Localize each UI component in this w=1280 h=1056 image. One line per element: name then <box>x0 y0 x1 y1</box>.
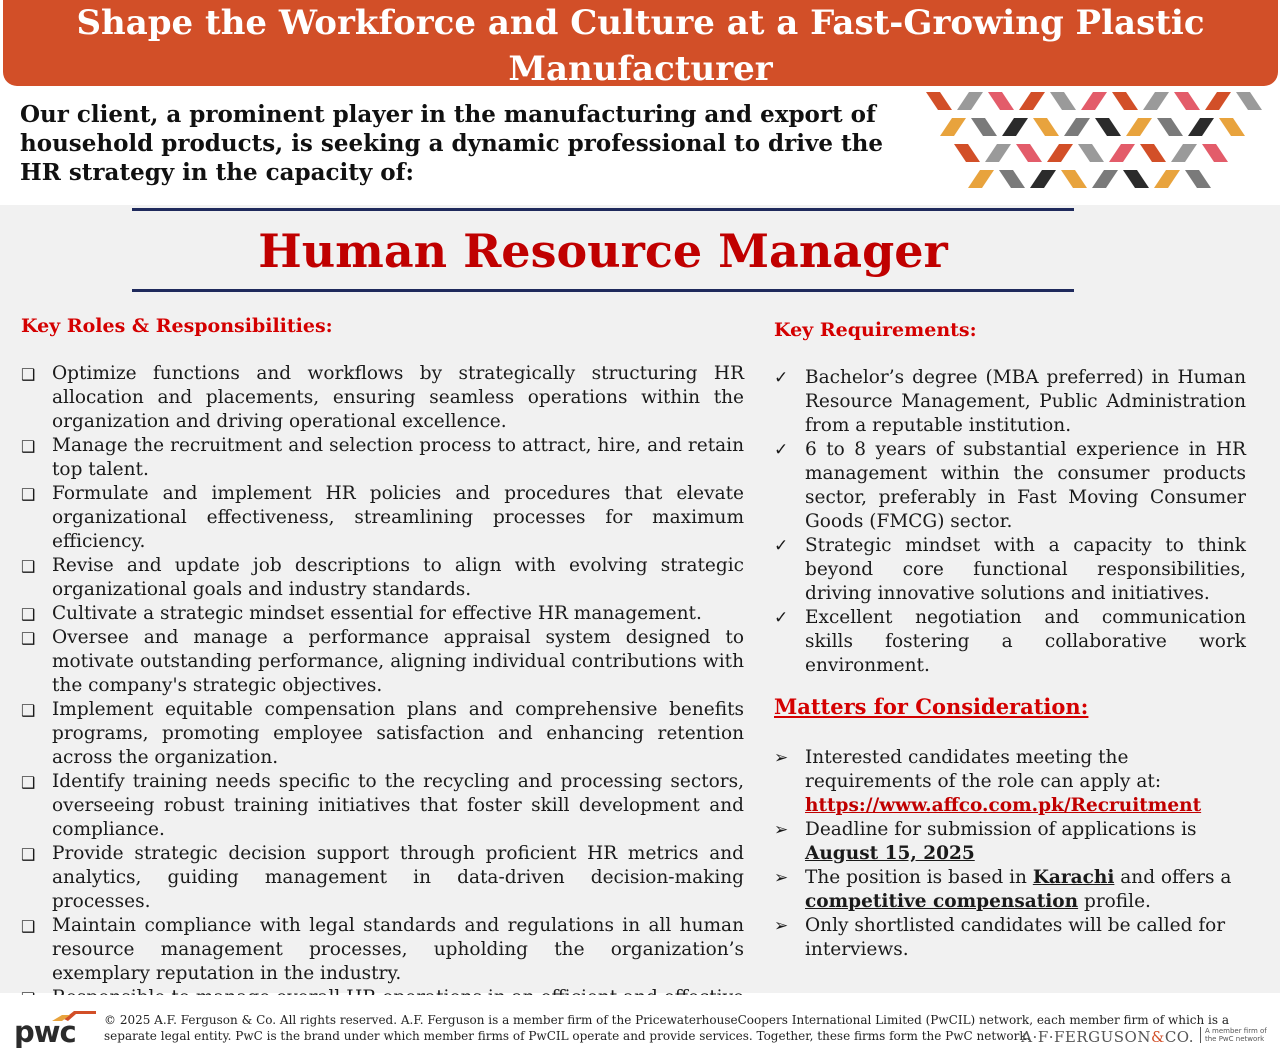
list-item: ➢ Deadline for submission of applications is August 15, 2025 <box>774 819 1197 864</box>
list-item: ❑ Formulate and implement HR policies and procedures that elevate organizational effectiveness, streamlining processes for maximum efficiency. <box>21 483 744 552</box>
deadline-date: August 15, 2025 <box>805 843 975 864</box>
pattern-shape <box>954 144 980 162</box>
checkbox-square-icon: ❑ <box>21 773 36 792</box>
list-item: ❑ Revise and update job descriptions to align with evolving strategic organizational goals and industry standards. <box>21 555 744 600</box>
pattern-shape <box>1140 144 1166 162</box>
responsibilities-list <box>21 362 744 1034</box>
checkbox-square-icon: ❑ <box>21 557 36 576</box>
compensation-text: competitive compensation <box>805 891 1079 912</box>
list-item: ✓ 6 to 8 years of substantial experience in HR management within the consumer products sector, preferably in Fast Moving Consumer Goods (FMCG) sector. <box>774 439 1246 532</box>
pattern-shape <box>1171 144 1197 162</box>
checkbox-square-icon: ❑ <box>21 845 36 864</box>
pattern-shape <box>1081 92 1107 110</box>
list-item: ➢ The position is based in Karachi and offers a competitive compensation profile. <box>774 867 1232 912</box>
title-rule-top <box>132 208 1074 211</box>
pattern-shape <box>1188 118 1214 136</box>
checkmark-icon: ✓ <box>774 368 789 388</box>
pattern-shape <box>1064 118 1090 136</box>
pattern-shape <box>1095 118 1121 136</box>
list-item: ❑ Optimize functions and workflows by strategically structuring HR allocation and placements, ensuring seamless operations within the organization and driving operational excellence. <box>21 363 744 432</box>
pattern-shape <box>926 92 952 110</box>
aff-network-note: A member firm of the PwC network <box>1200 1027 1268 1043</box>
checkbox-square-icon: ❑ <box>21 437 36 456</box>
footer <box>0 995 1280 1056</box>
checkbox-square-icon: ❑ <box>21 485 36 504</box>
pattern-shape <box>1019 92 1045 110</box>
list-item: ❑ Identify training needs specific to the recycling and processing sectors, overseeing robust training initiatives that foster skill development and compliance. <box>21 771 744 840</box>
pattern-shape <box>1143 92 1169 110</box>
list-item: ❑ Cultivate a strategic mindset essential for effective HR management. <box>21 602 744 626</box>
list-item: ❑ Implement equitable compensation plans and comprehensive benefits programs, promoting employee satisfaction and enhancing retention across the organization. <box>21 699 744 768</box>
checkmark-icon: ✓ <box>774 608 789 628</box>
requirements-list <box>774 366 1246 678</box>
pattern-shape <box>1033 118 1059 136</box>
pattern-shape <box>1030 170 1056 188</box>
pattern-shape <box>968 170 994 188</box>
pattern-shape <box>1092 170 1118 188</box>
decorative-pattern-icon <box>920 88 1276 196</box>
checkmark-icon: ✓ <box>774 536 789 556</box>
pattern-shape <box>1112 92 1138 110</box>
pattern-shape <box>1002 118 1028 136</box>
responsibilities-heading: Key Roles & Responsibilities: <box>21 315 333 337</box>
header-banner <box>3 0 1278 89</box>
list-item: ❑ Manage the recruitment and selection process to attract, hire, and retain top talent. <box>21 435 744 480</box>
pattern-shape <box>988 92 1014 110</box>
copyright-text: © 2025 A.F. Ferguson & Co. All rights reserved. A.F. Ferguson is a member firm of the PricewaterhouseCoopers International Limited (PwCIL) network, each member firm of which is a separate legal entity. PwC is the brand under which member firms of PwCIL operate and provide services. Together, these firms form the PwC network. <box>104 1013 1230 1043</box>
list-item: ➢ Only shortlisted candidates will be called for interviews. <box>774 915 1226 960</box>
pattern-shape <box>1219 118 1245 136</box>
list-item: ❑ Oversee and manage a performance appraisal system designed to motivate outstanding performance, aligning individual contributions with the company's strategic objectives. <box>21 627 744 696</box>
aff-logo: A·F·FERGUSON&CO. <box>1021 1028 1194 1046</box>
pattern-shape <box>1126 118 1152 136</box>
pattern-shape <box>1061 170 1087 188</box>
arrowhead-bullet-icon: ➢ <box>774 868 789 888</box>
arrowhead-bullet-icon: ➢ <box>774 748 789 768</box>
intro-paragraph: Our client, a prominent player in the manufacturing and export of household products, is seeking a dynamic professional to drive the HR strategy in the capacity of: <box>20 101 883 186</box>
banner-title-line-2: Manufacturer <box>508 49 773 89</box>
pwc-logo-text: pwc <box>14 1015 76 1049</box>
recruitment-link[interactable]: https://www.affco.com.pk/Recruitment <box>805 795 1202 816</box>
pattern-shape <box>999 170 1025 188</box>
pattern-shape <box>1109 144 1135 162</box>
pattern-shape <box>1016 144 1042 162</box>
pattern-shape <box>1185 170 1211 188</box>
pattern-shape <box>1236 92 1262 110</box>
pattern-shape <box>940 118 966 136</box>
checkbox-square-icon: ❑ <box>21 365 36 384</box>
pattern-shape <box>1174 92 1200 110</box>
banner-title-line-1: Shape the Workforce and Culture at a Fast-Growing Plastic <box>76 3 1205 43</box>
pattern-shape <box>1078 144 1104 162</box>
checkbox-square-icon: ❑ <box>21 605 36 624</box>
pattern-shape <box>1205 92 1231 110</box>
list-item: ✓ Excellent negotiation and communication skills fostering a collaborative work environment. <box>774 607 1246 676</box>
pattern-shape <box>985 144 1011 162</box>
checkbox-square-icon: ❑ <box>21 917 36 936</box>
list-item: ✓ Bachelor’s degree (MBA preferred) in Human Resource Management, Public Administration from a reputable institution. <box>774 367 1246 436</box>
pattern-shape <box>1154 170 1180 188</box>
list-item: ❑ Maintain compliance with legal standards and regulations in all human resource management processes, upholding the organization’s exemplary reputation in the industry. <box>21 915 744 984</box>
pattern-shape <box>1050 92 1076 110</box>
matters-list <box>774 746 1246 962</box>
checkbox-square-icon: ❑ <box>21 701 36 720</box>
arrowhead-bullet-icon: ➢ <box>774 916 789 936</box>
pattern-shape <box>1047 144 1073 162</box>
job-title: Human Resource Manager <box>258 224 948 278</box>
requirements-heading: Key Requirements: <box>774 319 977 341</box>
list-item: ❑ Provide strategic decision support through proficient HR metrics and analytics, guiding management in data-driven decision-making processes. <box>21 843 744 912</box>
pattern-shape <box>1123 170 1149 188</box>
list-item: ➢ Interested candidates meeting the requirements of the role can apply at: https://www.affco.com.pk/Recruitment <box>774 747 1202 816</box>
matters-heading: Matters for Consideration: <box>774 694 1089 719</box>
pattern-shape <box>971 118 997 136</box>
pattern-shape <box>1157 118 1183 136</box>
pattern-shape <box>1202 144 1228 162</box>
checkmark-icon: ✓ <box>774 440 789 460</box>
pattern-shape <box>957 92 983 110</box>
checkbox-square-icon: ❑ <box>21 629 36 648</box>
list-item: ✓ Strategic mindset with a capacity to think beyond core functional responsibilities, driving innovative solutions and initiatives. <box>774 535 1246 604</box>
arrowhead-bullet-icon: ➢ <box>774 820 789 840</box>
title-rule-bottom <box>132 289 1074 292</box>
location-city: Karachi <box>1032 867 1115 888</box>
